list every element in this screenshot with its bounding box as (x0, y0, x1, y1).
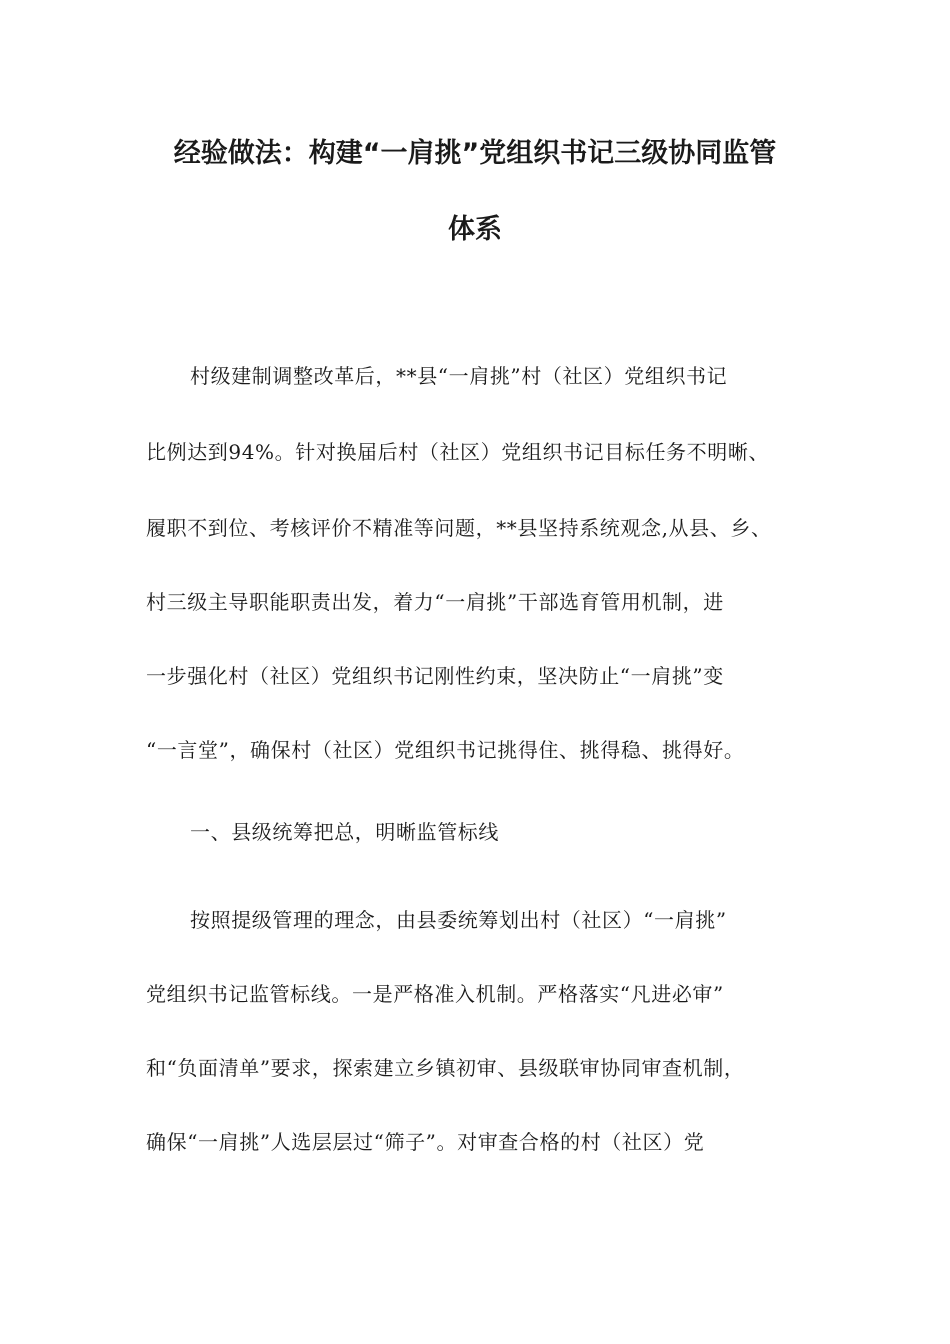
paragraph-1-line-5: 一步强化村（社区）党组织书记刚性约束，坚决防止“一肩挑”变 (146, 664, 724, 688)
section-heading-1: 一、县级统筹把总，明晰监管标线 (190, 820, 499, 844)
document-title-line-1: 经验做法：构建“一肩挑”党组织书记三级协同监管 (173, 138, 777, 169)
paragraph-1-line-3: 履职不到位、考核评价不精准等问题，**县坚持系统观念,从县、乡、 (146, 516, 772, 540)
paragraph-1-line-1: 村级建制调整改革后，**县“一肩挑”村（社区）党组织书记 (190, 364, 728, 388)
paragraph-2-line-2: 党组织书记监管标线。一是严格准入机制。严格落实“凡进必审” (146, 982, 724, 1006)
paragraph-1-line-4: 村三级主导职能职责出发，着力“一肩挑”干部选育管用机制，进 (146, 590, 724, 614)
paragraph-2-line-3: 和“负面清单”要求，探索建立乡镇初审、县级联审协同审查机制， (146, 1056, 745, 1080)
paragraph-2-line-1: 按照提级管理的理念，由县委统筹划出村（社区）“一肩挑” (190, 908, 727, 932)
document-title-line-2: 体系 (448, 214, 502, 245)
paragraph-1-line-2: 比例达到94%。针对换届后村（社区）党组织书记目标任务不明晰、 (146, 440, 770, 464)
paragraph-1-line-6: “一言堂”，确保村（社区）党组织书记挑得住、挑得稳、挑得好。 (146, 738, 745, 762)
paragraph-2-line-4: 确保“一肩挑”人选层层过“筛子”。对审查合格的村（社区）党 (146, 1130, 705, 1154)
